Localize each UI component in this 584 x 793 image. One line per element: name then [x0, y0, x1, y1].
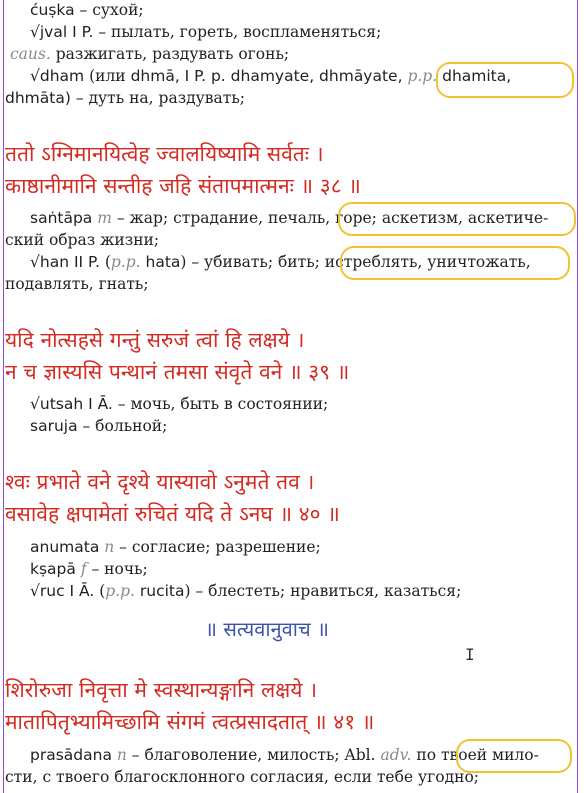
speaker-heading: ॥ सत्यवानुवाच ॥ [205, 617, 329, 641]
gloss-line: ский образ жизни; [5, 231, 160, 249]
gloss-line: kṣapā f – ночь; [30, 560, 148, 578]
sanskrit-verse-line: यदि नोत्सहसे गन्तुं सरुजं त्वां हि लक्षये । [5, 328, 305, 352]
gloss-line: подавлять, гнать; [5, 275, 149, 293]
gloss-line: √jval I P. – пылать, гореть, воспламеняться; [30, 23, 382, 41]
gloss-line: сти, с твоего благосклонного согласия, если тебе угодно; [5, 768, 480, 786]
highlight-annotation [340, 246, 570, 280]
sanskrit-verse-line: शिरोरुजा निवृत्ता मे स्वस्थान्यङ्गानि लक्षये । [5, 678, 318, 702]
gloss-line: √utsah I Ā. – мочь, быть в состоянии; [30, 395, 329, 413]
gloss-line: √ruc I Ā. (p.p. rucita) – блестеть; нравиться, казаться; [30, 582, 462, 600]
gloss-line: dhmāta) – дуть на, раздувать; [5, 89, 246, 107]
gloss-line: √dham (или dhmā, I P. p. dhamyate, dhmāyate, p.p. dhamita, [30, 67, 512, 85]
sanskrit-verse-line: ततो ऽग्निमानयित्वेह ज्वालयिष्यामि सर्वतः । [5, 142, 324, 166]
sanskrit-verse-line: न च ज्ञास्यसि पन्थानं तमसा संवृते वने ॥ ३९ ॥ [5, 360, 350, 384]
sanskrit-verse-line: काष्ठानीमानि सन्तीह जहि संतापमात्मनः ॥ ३८ ॥ [5, 174, 361, 198]
page-margin-right [577, 0, 578, 793]
highlight-annotation [338, 202, 576, 236]
gloss-line: prasādana n – благоволение, милость; Abl. adv. по твоей мило- [30, 746, 539, 764]
gloss-line: caus. разжигать, раздувать огонь; [10, 45, 290, 63]
gloss-line: ćuṣka – сухой; [30, 1, 144, 19]
sanskrit-verse-line: मातापितृभ्यामिच्छामि संगमं त्वत्प्रसादतात् ॥ ४१ ॥ [5, 710, 375, 734]
highlight-annotation [456, 739, 572, 773]
sanskrit-verse-line: श्वः प्रभाते वने दृश्ये यास्यावो ऽनुमते तव । [5, 470, 315, 494]
gloss-line: saruja – больной; [30, 417, 168, 435]
text-cursor-icon: I [465, 645, 475, 664]
page-margin-left [3, 0, 4, 793]
gloss-line: saṅtāpa m – жар; страдание, печаль, горе; аскетизм, аскетиче- [30, 209, 549, 227]
gloss-line: anumata n – согласие; разрешение; [30, 538, 321, 556]
gloss-line: √han II P. (p.p. hata) – убивать; бить; истреблять, уничтожать, [30, 253, 531, 271]
highlight-annotation [436, 62, 574, 98]
sanskrit-verse-line: वसावेह क्षपामेतां रुचितं यदि ते ऽनघ ॥ ४० ॥ [5, 502, 340, 526]
